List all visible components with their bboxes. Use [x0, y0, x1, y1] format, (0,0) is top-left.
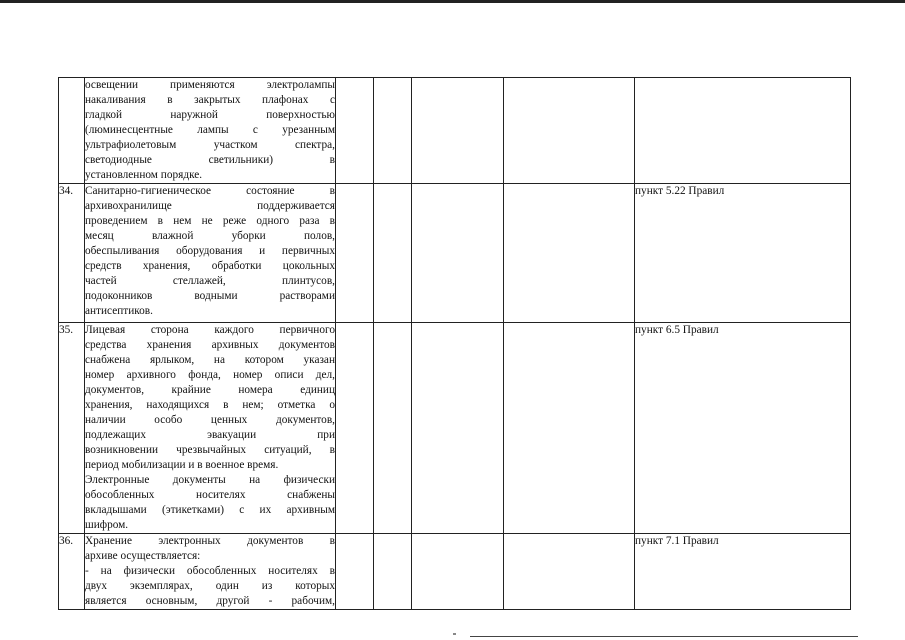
- text-line: подоконников водными растворами: [85, 290, 335, 302]
- table-row: [59, 534, 851, 610]
- row-number: 35.: [59, 323, 85, 534]
- comment-cell: [504, 78, 635, 184]
- legal-reference: пункт 7.1 Правил: [635, 534, 851, 610]
- comment-cell: [504, 184, 635, 323]
- text-line: частей стеллажей, плинтусов,: [85, 275, 335, 287]
- text-line: период мобилизации и в военное время.: [85, 459, 279, 471]
- text-line: Хранение электронных документов в: [85, 535, 335, 547]
- text-line: номер архивного фонда, номер описи дел,: [85, 369, 335, 381]
- requirement-text: [85, 78, 336, 184]
- answer-no-cell: [374, 184, 412, 323]
- text-line: хранения, находящихся в нем; отметка о: [85, 399, 335, 411]
- legal-reference: [635, 78, 851, 184]
- text-line: Санитарно-гигиеническое состояние в: [85, 185, 335, 197]
- answer-na-cell: [412, 534, 504, 610]
- text-line: гладкой наружной поверхностью: [85, 109, 335, 121]
- answer-na-cell: [412, 184, 504, 323]
- text-line: ультрафиолетовым участком спектра,: [85, 139, 335, 151]
- text-line: снабжена ярлыком, на котором указан: [85, 354, 335, 366]
- answer-no-cell: [374, 534, 412, 610]
- answer-yes-cell: [336, 323, 374, 534]
- text-line: Электронные документы на физически: [85, 474, 335, 486]
- text-line: (люминесцентные лампы с урезанным: [85, 124, 335, 136]
- text-line: - на физически обособленных носителях в: [85, 565, 335, 577]
- text-line: установленном порядке.: [85, 169, 203, 181]
- row-number: [59, 78, 85, 184]
- requirement-text: [85, 534, 336, 610]
- text-line: обеспыливания оборудования и первичных: [85, 245, 335, 257]
- table-row: [59, 78, 851, 184]
- scan-artifact: [453, 633, 456, 635]
- text-line: средств хранения, обработки цокольных: [85, 260, 335, 272]
- text-line: архивохранилище поддерживается: [85, 200, 335, 212]
- comment-cell: [504, 323, 635, 534]
- scan-top-edge: [0, 0, 905, 3]
- requirement-text: [85, 184, 336, 323]
- text-line: архиве осуществляется:: [85, 550, 201, 562]
- legal-reference: пункт 6.5 Правил: [635, 323, 851, 534]
- answer-no-cell: [374, 323, 412, 534]
- text-line: накаливания в закрытых плафонах с: [85, 94, 335, 106]
- legal-reference: пункт 5.22 Правил: [635, 184, 851, 323]
- row-number: 34.: [59, 184, 85, 323]
- answer-yes-cell: [336, 184, 374, 323]
- text-line: освещении применяются электролампы: [85, 79, 335, 91]
- requirement-text: [85, 323, 336, 534]
- text-line: Лицевая сторона каждого первичного: [85, 324, 335, 336]
- table-row: [59, 184, 851, 323]
- comment-cell: [504, 534, 635, 610]
- text-line: месяц влажной уборки полов,: [85, 230, 335, 242]
- text-line: шифром.: [85, 519, 129, 531]
- text-line: является основным, другой - рабочим,: [85, 595, 335, 607]
- answer-yes-cell: [336, 78, 374, 184]
- text-line: подлежащих эвакуации при: [85, 429, 335, 441]
- text-line: антисептиков.: [85, 305, 153, 317]
- text-line: возникновении чрезвычайных ситуаций, в: [85, 444, 335, 456]
- answer-na-cell: [412, 78, 504, 184]
- text-line: документов, крайние номера единиц: [85, 384, 335, 396]
- text-line: вкладышами (этикетками) с их архивным: [85, 504, 335, 516]
- answer-na-cell: [412, 323, 504, 534]
- text-line: светодиодные светильники) в: [85, 154, 335, 166]
- text-line: средства хранения архивных документов: [85, 339, 335, 351]
- scan-bottom-rule: [470, 636, 858, 637]
- row-number: 36.: [59, 534, 85, 610]
- answer-yes-cell: [336, 534, 374, 610]
- answer-no-cell: [374, 78, 412, 184]
- checklist-table: [58, 77, 851, 610]
- text-line: двух экземплярах, один из которых: [85, 580, 335, 592]
- table-row: [59, 323, 851, 534]
- text-line: обособленных носителях снабжены: [85, 489, 335, 501]
- text-line: наличии особо ценных документов,: [85, 414, 335, 426]
- text-line: проведением в нем не реже одного раза в: [85, 215, 335, 227]
